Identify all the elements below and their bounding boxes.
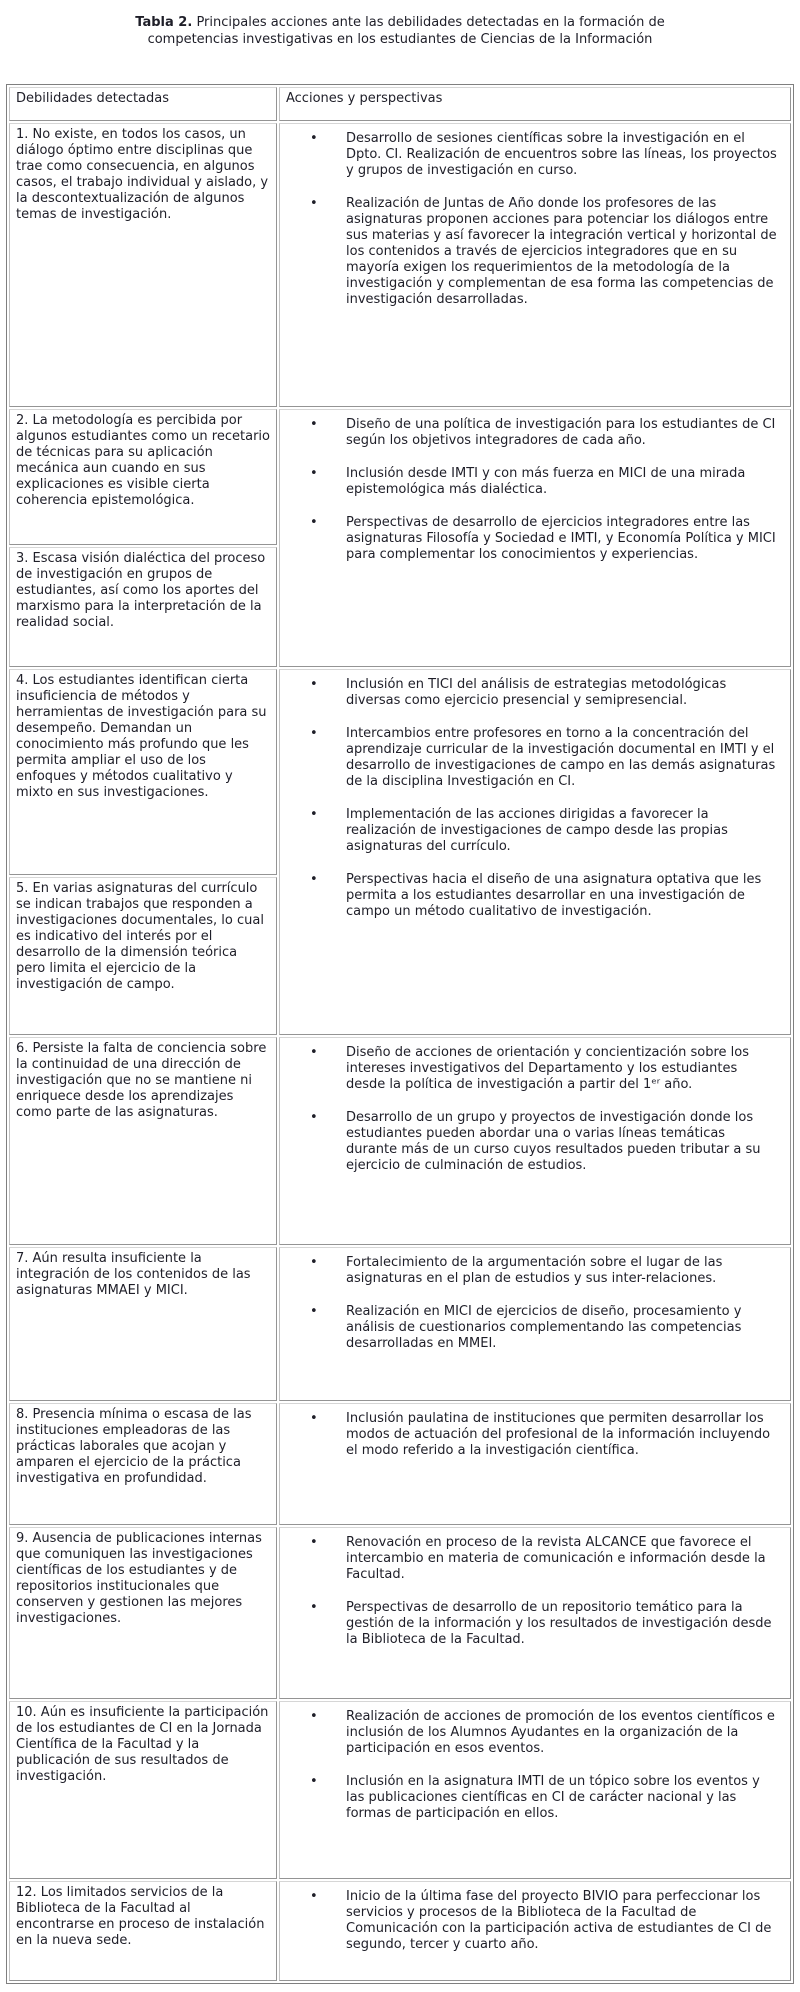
weaknesses-actions-table — [6, 84, 794, 1984]
action-item: • Diseño de una política de investigación para los estudiantes de CI según los objetivos integradores de cada año. — [310, 417, 780, 449]
table-row — [9, 1247, 791, 1401]
action-item: • Intercambios entre profesores en torno a la concentración del aprendizaje curricular de la investigación documental en IMTI y el desarrollo de investigaciones de campo en las demás asignaturas de la disciplina Investigación en CI. — [310, 726, 780, 790]
table-header-row — [9, 87, 791, 121]
actions-cell-2-3 — [279, 409, 791, 667]
action-item: • Inicio de la última fase del proyecto BIVIO para perfeccionar los servicios y procesos de la Biblioteca de la Facultad de Comunicación con la participación activa de estudiantes de CI de segundo, tercer y cuarto año. — [310, 1889, 780, 1953]
weakness-cell-2: 2. La metodología es percibida por algunos estudiantes como un recetario de técnicas para su aplicación mecánica aun cuando en sus explicaciones es visible cierta coherencia epistemológica. — [9, 409, 277, 545]
action-item: • Fortalecimiento de la argumentación sobre el lugar de las asignaturas en el plan de estudios y sus inter-relaciones. — [310, 1255, 780, 1287]
actions-cell-10 — [279, 1701, 791, 1879]
actions-list — [286, 1889, 784, 1953]
action-item: • Inclusión desde IMTI y con más fuerza en MICI de una mirada epistemológica más dialéctica. — [310, 466, 780, 498]
table-row — [9, 1527, 791, 1699]
table-title-text: Principales acciones ante las debilidades detectadas en la formación de competencias investigativas en los estudiantes de Ciencias de la Información — [147, 15, 665, 47]
action-item: • Perspectivas de desarrollo de ejercicios integradores entre las asignaturas Filosofía y Sociedad e IMTI, y Economía Política y MICI para complementar los conocimientos y experiencias. — [310, 515, 780, 563]
actions-cell-12 — [279, 1881, 791, 1981]
header-cell-weaknesses: Debilidades detectadas — [9, 87, 277, 121]
header-cell-actions: Acciones y perspectivas — [279, 87, 791, 121]
action-item: • Desarrollo de un grupo y proyectos de investigación donde los estudiantes pueden abordar una o varias líneas temáticas durante más de un curso cuyos resultados pueden tributar a su ejercicio de culminación de estudios. — [310, 1110, 780, 1174]
action-item: • Perspectivas hacia el diseño de una asignatura optativa que les permita a los estudiantes desarrollar en una investigación de campo un método cualitativo de investigación. — [310, 872, 780, 920]
action-item: • Inclusión paulatina de instituciones que permiten desarrollar los modos de actuación del profesional de la información incluyendo el modo referido a la investigación científica. — [310, 1411, 780, 1459]
actions-list — [286, 1255, 784, 1352]
table-title-label: Tabla 2. — [135, 15, 193, 30]
actions-cell-8 — [279, 1403, 791, 1525]
actions-list — [286, 677, 784, 920]
weakness-cell-6: 6. Persiste la falta de conciencia sobre la continuidad de una dirección de investigación que no se mantiene ni enriquece desde los aprendizajes como parte de las asignaturas. — [9, 1037, 277, 1245]
weakness-cell-4: 4. Los estudiantes identifican cierta insuficiencia de métodos y herramientas de investigación para su desempeño. Demandan un conocimiento más profundo que les permita ampliar el uso de los enfoques y métodos cualitativo y mixto en sus investigaciones. — [9, 669, 277, 875]
actions-cell-9 — [279, 1527, 791, 1699]
weakness-cell-5: 5. En varias asignaturas del currículo se indican trabajos que responden a investigaciones documentales, lo cual es indicativo del interés por el desarrollo de la dimensión teórica pero limita el ejercicio de la investigación de campo. — [9, 877, 277, 1035]
table-title — [95, 14, 705, 48]
weakness-cell-7: 7. Aún resulta insuficiente la integración de los contenidos de las asignaturas MMAEI y MICI. — [9, 1247, 277, 1401]
action-item: • Renovación en proceso de la revista ALCANCE que favorece el intercambio en materia de comunicación e información desde la Facultad. — [310, 1535, 780, 1583]
table-row — [9, 669, 791, 875]
actions-cell-4-5 — [279, 669, 791, 1035]
weakness-cell-3: 3. Escasa visión dialéctica del proceso de investigación en grupos de estudiantes, así como los aportes del marxismo para la interpretación de la realidad social. — [9, 547, 277, 667]
actions-list — [286, 417, 784, 563]
weakness-cell-8: 8. Presencia mínima o escasa de las instituciones empleadoras de las prácticas laborales que acojan y amparen el ejercicio de la práctica investigativa en profundidad. — [9, 1403, 277, 1525]
table-row — [9, 1403, 791, 1525]
action-item: • Diseño de acciones de orientación y concientización sobre los intereses investigativos del Departamento y los estudiantes desde la política de investigación a partir del 1ᵉʳ año. — [310, 1045, 780, 1093]
action-item: • Realización de acciones de promoción de los eventos científicos e inclusión de los Alumnos Ayudantes en la organización de la participación en esos eventos. — [310, 1709, 780, 1757]
actions-cell-7 — [279, 1247, 791, 1401]
weakness-cell-10: 10. Aún es insuficiente la participación de los estudiantes de CI en la Jornada Científica de la Facultad y la publicación de sus resultados de investigación. — [9, 1701, 277, 1879]
actions-list — [286, 1709, 784, 1822]
action-item: • Implementación de las acciones dirigidas a favorecer la realización de investigaciones de campo desde las propias asignaturas del currículo. — [310, 807, 780, 855]
weakness-cell-12: 12. Los limitados servicios de la Biblioteca de la Facultad al encontrarse en proceso de instalación en la nueva sede. — [9, 1881, 277, 1981]
weakness-cell-9: 9. Ausencia de publicaciones internas que comuniquen las investigaciones científicas de los estudiantes y de repositorios institucionales que conserven y gestionen las mejores investigaciones. — [9, 1527, 277, 1699]
action-item: • Realización en MICI de ejercicios de diseño, procesamiento y análisis de cuestionarios complementando las competencias desarrolladas en MMEI. — [310, 1304, 780, 1352]
action-item: • Perspectivas de desarrollo de un repositorio temático para la gestión de la información y los resultados de investigación desde la Biblioteca de la Facultad. — [310, 1600, 780, 1648]
action-item: • Inclusión en la asignatura IMTI de un tópico sobre los eventos y las publicaciones científicas en CI de carácter nacional y las formas de participación en ellos. — [310, 1774, 780, 1822]
actions-list — [286, 1411, 784, 1459]
weakness-cell-1: 1. No existe, en todos los casos, un diálogo óptimo entre disciplinas que trae como consecuencia, en algunos casos, el trabajo individual y aislado, y la descontextualización de algunos temas de investigación. — [9, 123, 277, 407]
actions-cell-1 — [279, 123, 791, 407]
table-row — [9, 1037, 791, 1245]
actions-list — [286, 131, 784, 308]
actions-cell-6 — [279, 1037, 791, 1245]
action-item: • Desarrollo de sesiones científicas sobre la investigación en el Dpto. CI. Realización de encuentros sobre las líneas, los proyectos y grupos de investigación en curso. — [310, 131, 780, 179]
actions-list — [286, 1045, 784, 1174]
table-row — [9, 409, 791, 545]
table-row — [9, 123, 791, 407]
action-item: • Realización de Juntas de Año donde los profesores de las asignaturas proponen acciones para potenciar los diálogos entre sus materias y así favorecer la integración vertical y horizontal de los contenidos a través de ejercicios integradores que en su mayoría exigen los requerimientos de la metodología de la investigación y complementan de esa forma las competencias de investigación desarrolladas. — [310, 196, 780, 308]
table-row — [9, 1701, 791, 1879]
actions-list — [286, 1535, 784, 1648]
table-row — [9, 1881, 791, 1981]
action-item: • Inclusión en TICI del análisis de estrategias metodológicas diversas como ejercicio presencial y semipresencial. — [310, 677, 780, 709]
